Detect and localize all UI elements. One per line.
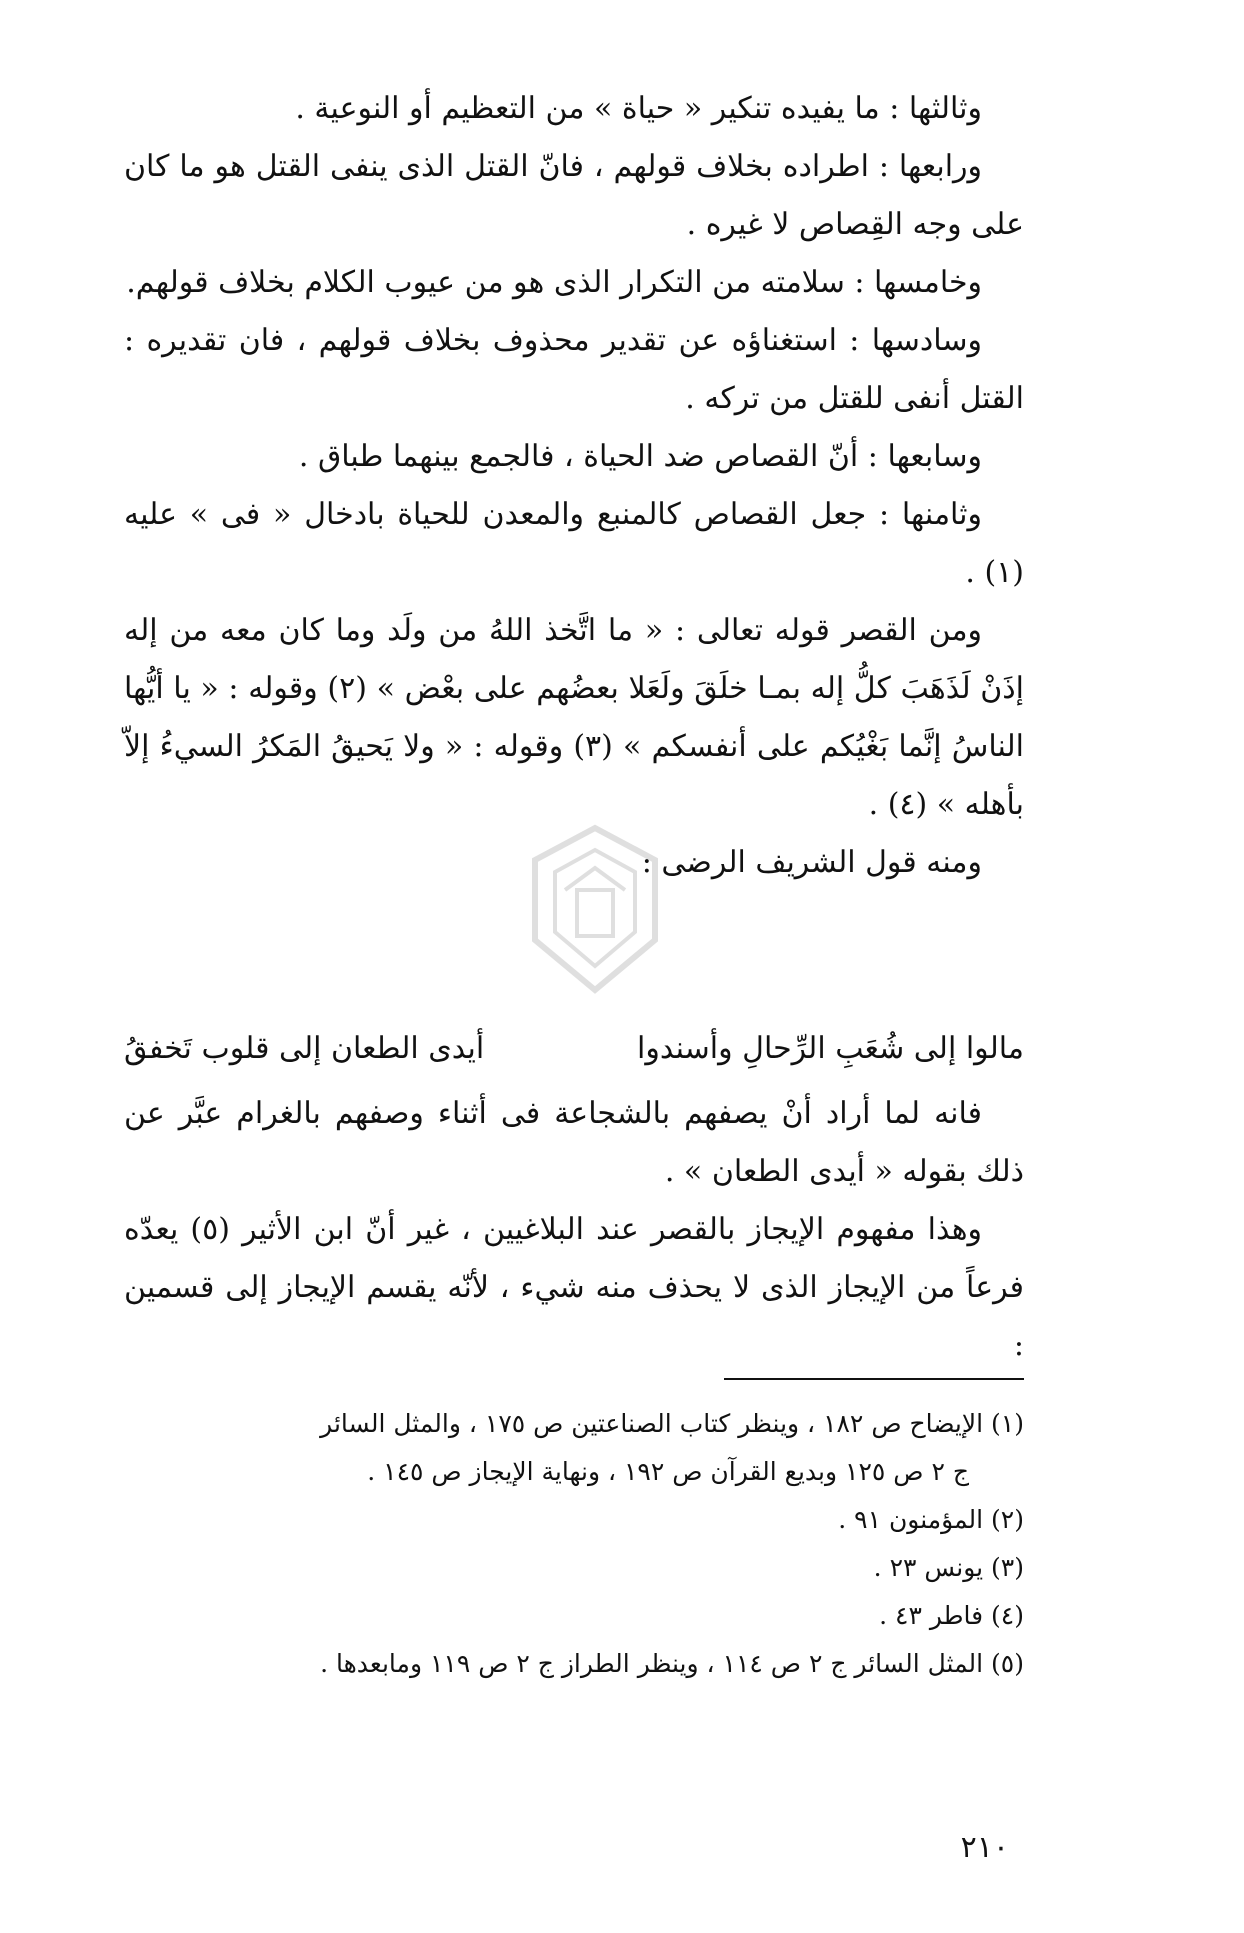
paragraph-third: وثالثها : ما يفيده تنكير « حياة » من التعظيم أو النوعية .	[295, 91, 982, 126]
poem-verse	[124, 1020, 1024, 1078]
paragraph-sixth: وسادسها : استغناؤه عن تقدير محذوف بخلاف قولهم ، فان تقديره : القتل أنفى للقتل من تركه .	[124, 323, 1024, 416]
paragraph-fifth: وخامسها : سلامته من التكرار الذى هو من عيوب الكلام بخلاف قولهم.	[126, 265, 982, 300]
library-seal-icon	[505, 820, 685, 1000]
footnotes	[124, 1400, 1024, 1688]
paragraph-fourth: ورابعها : اطراده بخلاف قولهم ، فانّ القتل الذى ينفى القتل هو ما كان على وجه القِصاص لا غيره .	[124, 149, 1024, 242]
footnote-divider	[724, 1378, 1024, 1380]
paragraph-poet-intro: ومنه قول الشريف الرضى :	[641, 845, 982, 880]
footnote-4: (٤) فاطر ٤٣ .	[879, 1601, 1024, 1630]
paragraph-eighth: وثامنها : جعل القصاص كالمنبع والمعدن للحياة بادخال « فى » عليه (١) .	[124, 497, 1024, 590]
footnote-1-continued: ج ٢ ص ١٢٥ وبديع القرآن ص ١٩٢ ، ونهاية الإيجاز ص ١٤٥ .	[367, 1457, 969, 1486]
footnote-1: (١) الإيضاح ص ١٨٢ ، وينظر كتاب الصناعتين ص ١٧٥ ، والمثل السائر	[320, 1409, 1024, 1438]
page-number: ٢١٠	[960, 1830, 1009, 1865]
main-text-continued	[124, 1085, 1024, 1375]
main-text	[124, 80, 1024, 892]
footnote-5: (٥) المثل السائر ج ٢ ص ١١٤ ، وينظر الطراز ج ٢ ص ١١٩ ومابعدها .	[320, 1649, 1024, 1678]
footnote-2: (٢) المؤمنون ٩١ .	[838, 1505, 1024, 1534]
paragraph-ibn-athir: وهذا مفهوم الإيجاز بالقصر عند البلاغيين ، غير أنّ ابن الأثير (٥) يعدّه فرعاً من الإيجاز الذى لا يحذف منه شيء ، لأنّه يقسم الإيجاز إلى قسمين :	[124, 1212, 1024, 1363]
paragraph-explanation: فانه لما أراد أنْ يصفهم بالشجاعة فى أثناء وصفهم بالغرام عبَّر عن ذلك بقوله « أيدى الطعان » .	[124, 1096, 1024, 1189]
poem-first-hemistich: مالوا إلى شُعَبِ الرِّحالِ وأسندوا	[637, 1031, 1024, 1066]
poem-second-hemistich: أيدى الطعان إلى قلوب تَخفقُ	[124, 1031, 485, 1066]
paragraph-seventh: وسابعها : أنّ القصاص ضد الحياة ، فالجمع بينهما طباق .	[298, 439, 982, 474]
paragraph-quran-examples: ومن القصر قوله تعالى : « ما اتَّخذ اللهُ من ولَد وما كان معه من إله إذَنْ لَذَهَبَ كلُّ إله بمـا خلَقَ ولَعَلا بعضُهم على بعْض » (٢) وقوله : « يا أيُّها الناسُ إنَّما بَغْيُكم على أنفسكم » (٣) وقوله : « ولا يَحيقُ المَكرُ السيءُ إلاّ بأهله » (٤) .	[124, 613, 1024, 822]
footnote-3: (٣) يونس ٢٣ .	[873, 1553, 1024, 1582]
